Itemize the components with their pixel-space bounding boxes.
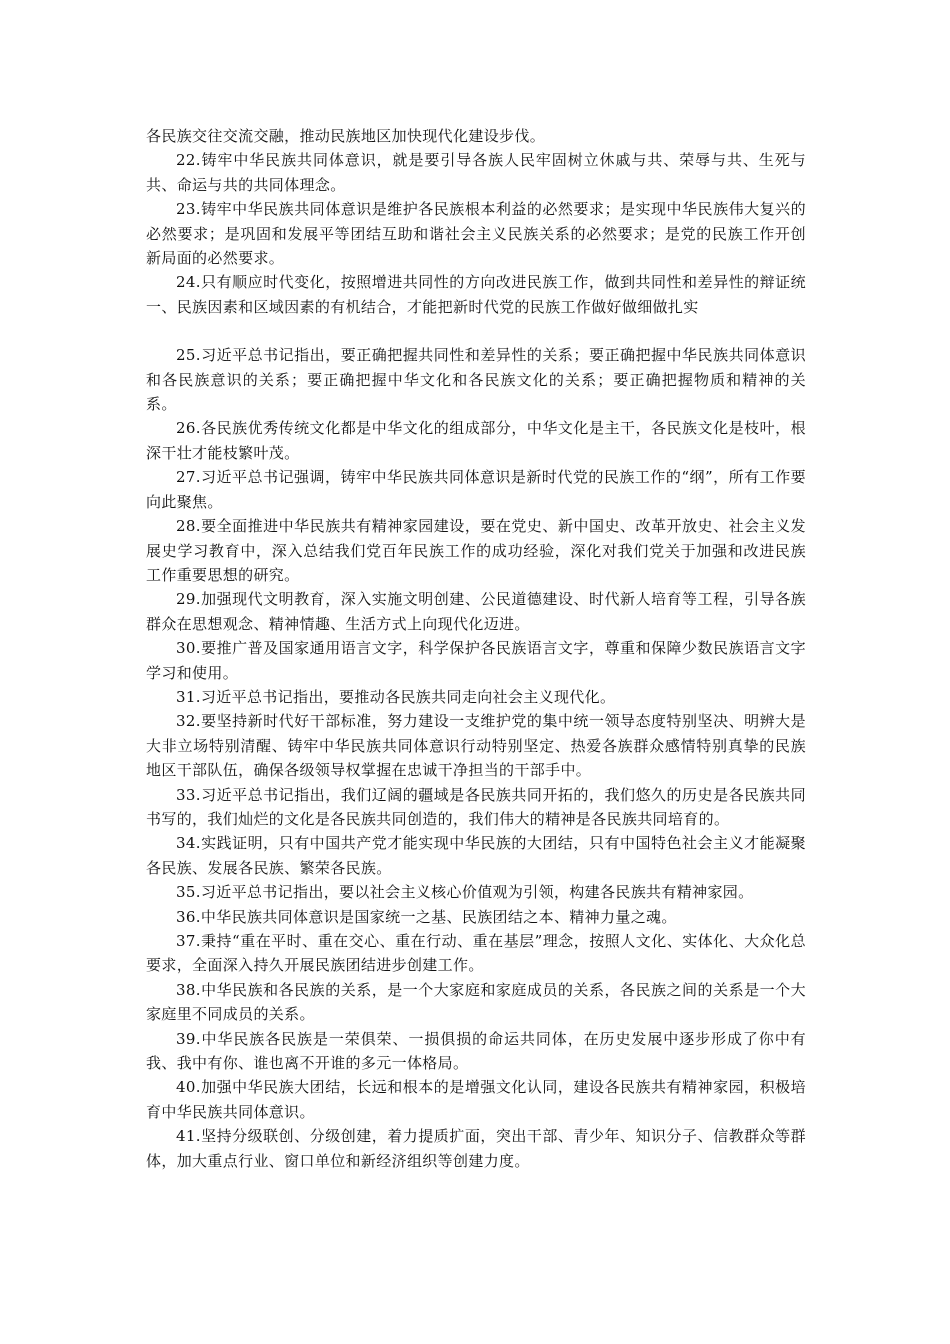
paragraph-continued: 各民族交往交流交融，推动民族地区加快现代化建设步伐。: [146, 127, 546, 145]
paragraph-26: 26.各民族优秀传统文化都是中华文化的组成部分，中华文化是主干，各民族文化是枝叶，根深干壮才能枝繁叶茂。: [146, 419, 806, 462]
paragraph-22: 22.铸牢中华民族共同体意识，就是要引导各族人民牢固树立休戚与共、荣辱与共、生死与共、命运与共的共同体理念。: [146, 151, 806, 194]
paragraph-37: 37.秉持“重在平时、重在交心、重在行动、重在基层”理念，按照人文化、实体化、大众化总要求，全面深入持久开展民族团结进步创建工作。: [146, 932, 806, 975]
paragraph-36: 36.中华民族共同体意识是国家统一之基、民族团结之本、精神力量之魂。: [176, 907, 677, 926]
paragraph-33: 33.习近平总书记指出，我们辽阔的疆域是各民族共同开拓的，我们悠久的历史是各民族共同书写的，我们灿烂的文化是各民族共同创造的，我们伟大的精神是各民族共同培育的。: [146, 785, 806, 828]
paragraph-32: 32.要坚持新时代好干部标准，努力建设一支维护党的集中统一领导态度特别坚决、明辨大是大非立场特别清醒、铸牢中华民族共同体意识行动特别坚定、热爱各族群众感情特别真挚的民族地区干部队伍，确保各级领导权掌握在忠诚干净担当的干部手中。: [146, 712, 806, 780]
paragraph-34: 34.实践证明，只有中国共产党才能实现中华民族的大团结，只有中国特色社会主义才能凝聚各民族、发展各民族、繁荣各民族。: [146, 834, 806, 877]
paragraph-28: 28.要全面推进中华民族共有精神家园建设，要在党史、新中国史、改革开放史、社会主义发展史学习教育中，深入总结我们党百年民族工作的成功经验，深化对我们党关于加强和改进民族工作重要思想的研究。: [146, 517, 806, 584]
paragraph-38: 38.中华民族和各民族的关系，是一个大家庭和家庭成员的关系，各民族之间的关系是一个大家庭里不同成员的关系。: [146, 980, 806, 1024]
paragraph-30: 30.要推广普及国家通用语言文字，科学保护各民族语言文字，尊重和保障少数民族语言文字学习和使用。: [146, 639, 806, 682]
paragraph-40: 40.加强中华民族大团结，长远和根本的是增强文化认同，建设各民族共有精神家园，积极培育中华民族共同体意识。: [146, 1078, 806, 1121]
paragraph-25: 25.习近平总书记指出，要正确把握共同性和差异性的关系；要正确把握中华民族共同体意识和各民族意识的关系；要正确把握中华文化和各民族文化的关系；要正确把握物质和精神的关系。: [146, 346, 806, 414]
paragraph-27: 27.习近平总书记强调，铸牢中华民族共同体意识是新时代党的民族工作的“纲”，所有工作要向此聚焦。: [146, 468, 806, 511]
paragraph-41: 41.坚持分级联创、分级创建，着力提质扩面，突出干部、青少年、知识分子、信教群众等群体，加大重点行业、窗口单位和新经济组织等创建力度。: [146, 1127, 806, 1170]
paragraph-spacer: [146, 319, 806, 343]
paragraph-23: 23.铸牢中华民族共同体意识是维护各民族根本利益的必然要求；是实现中华民族伟大复兴的必然要求；是巩固和发展平等团结互助和谐社会主义民族关系的必然要求；是党的民族工作开创新局面的必然要求。: [146, 200, 806, 268]
document-body: [146, 124, 806, 1173]
paragraph-24: 24.只有顺应时代变化，按照增进共同性的方向改进民族工作，做到共同性和差异性的辩证统一、民族因素和区域因素的有机结合，才能把新时代党的民族工作做好做细做扎实: [146, 273, 806, 316]
paragraph-35: 35.习近平总书记指出，要以社会主义核心价值观为引领，构建各民族共有精神家园。: [176, 883, 754, 902]
paragraph-29: 29.加强现代文明教育，深入实施文明创建、公民道德建设、时代新人培育等工程，引导各族群众在思想观念、精神情趣、生活方式上向现代化迈进。: [146, 590, 806, 633]
paragraph-31: 31.习近平总书记指出，要推动各民族共同走向社会主义现代化。: [176, 687, 616, 706]
paragraph-39: 39.中华民族各民族是一荣俱荣、一损俱损的命运共同体，在历史发展中逐步形成了你中有我、我中有你、谁也离不开谁的多元一体格局。: [146, 1029, 806, 1073]
